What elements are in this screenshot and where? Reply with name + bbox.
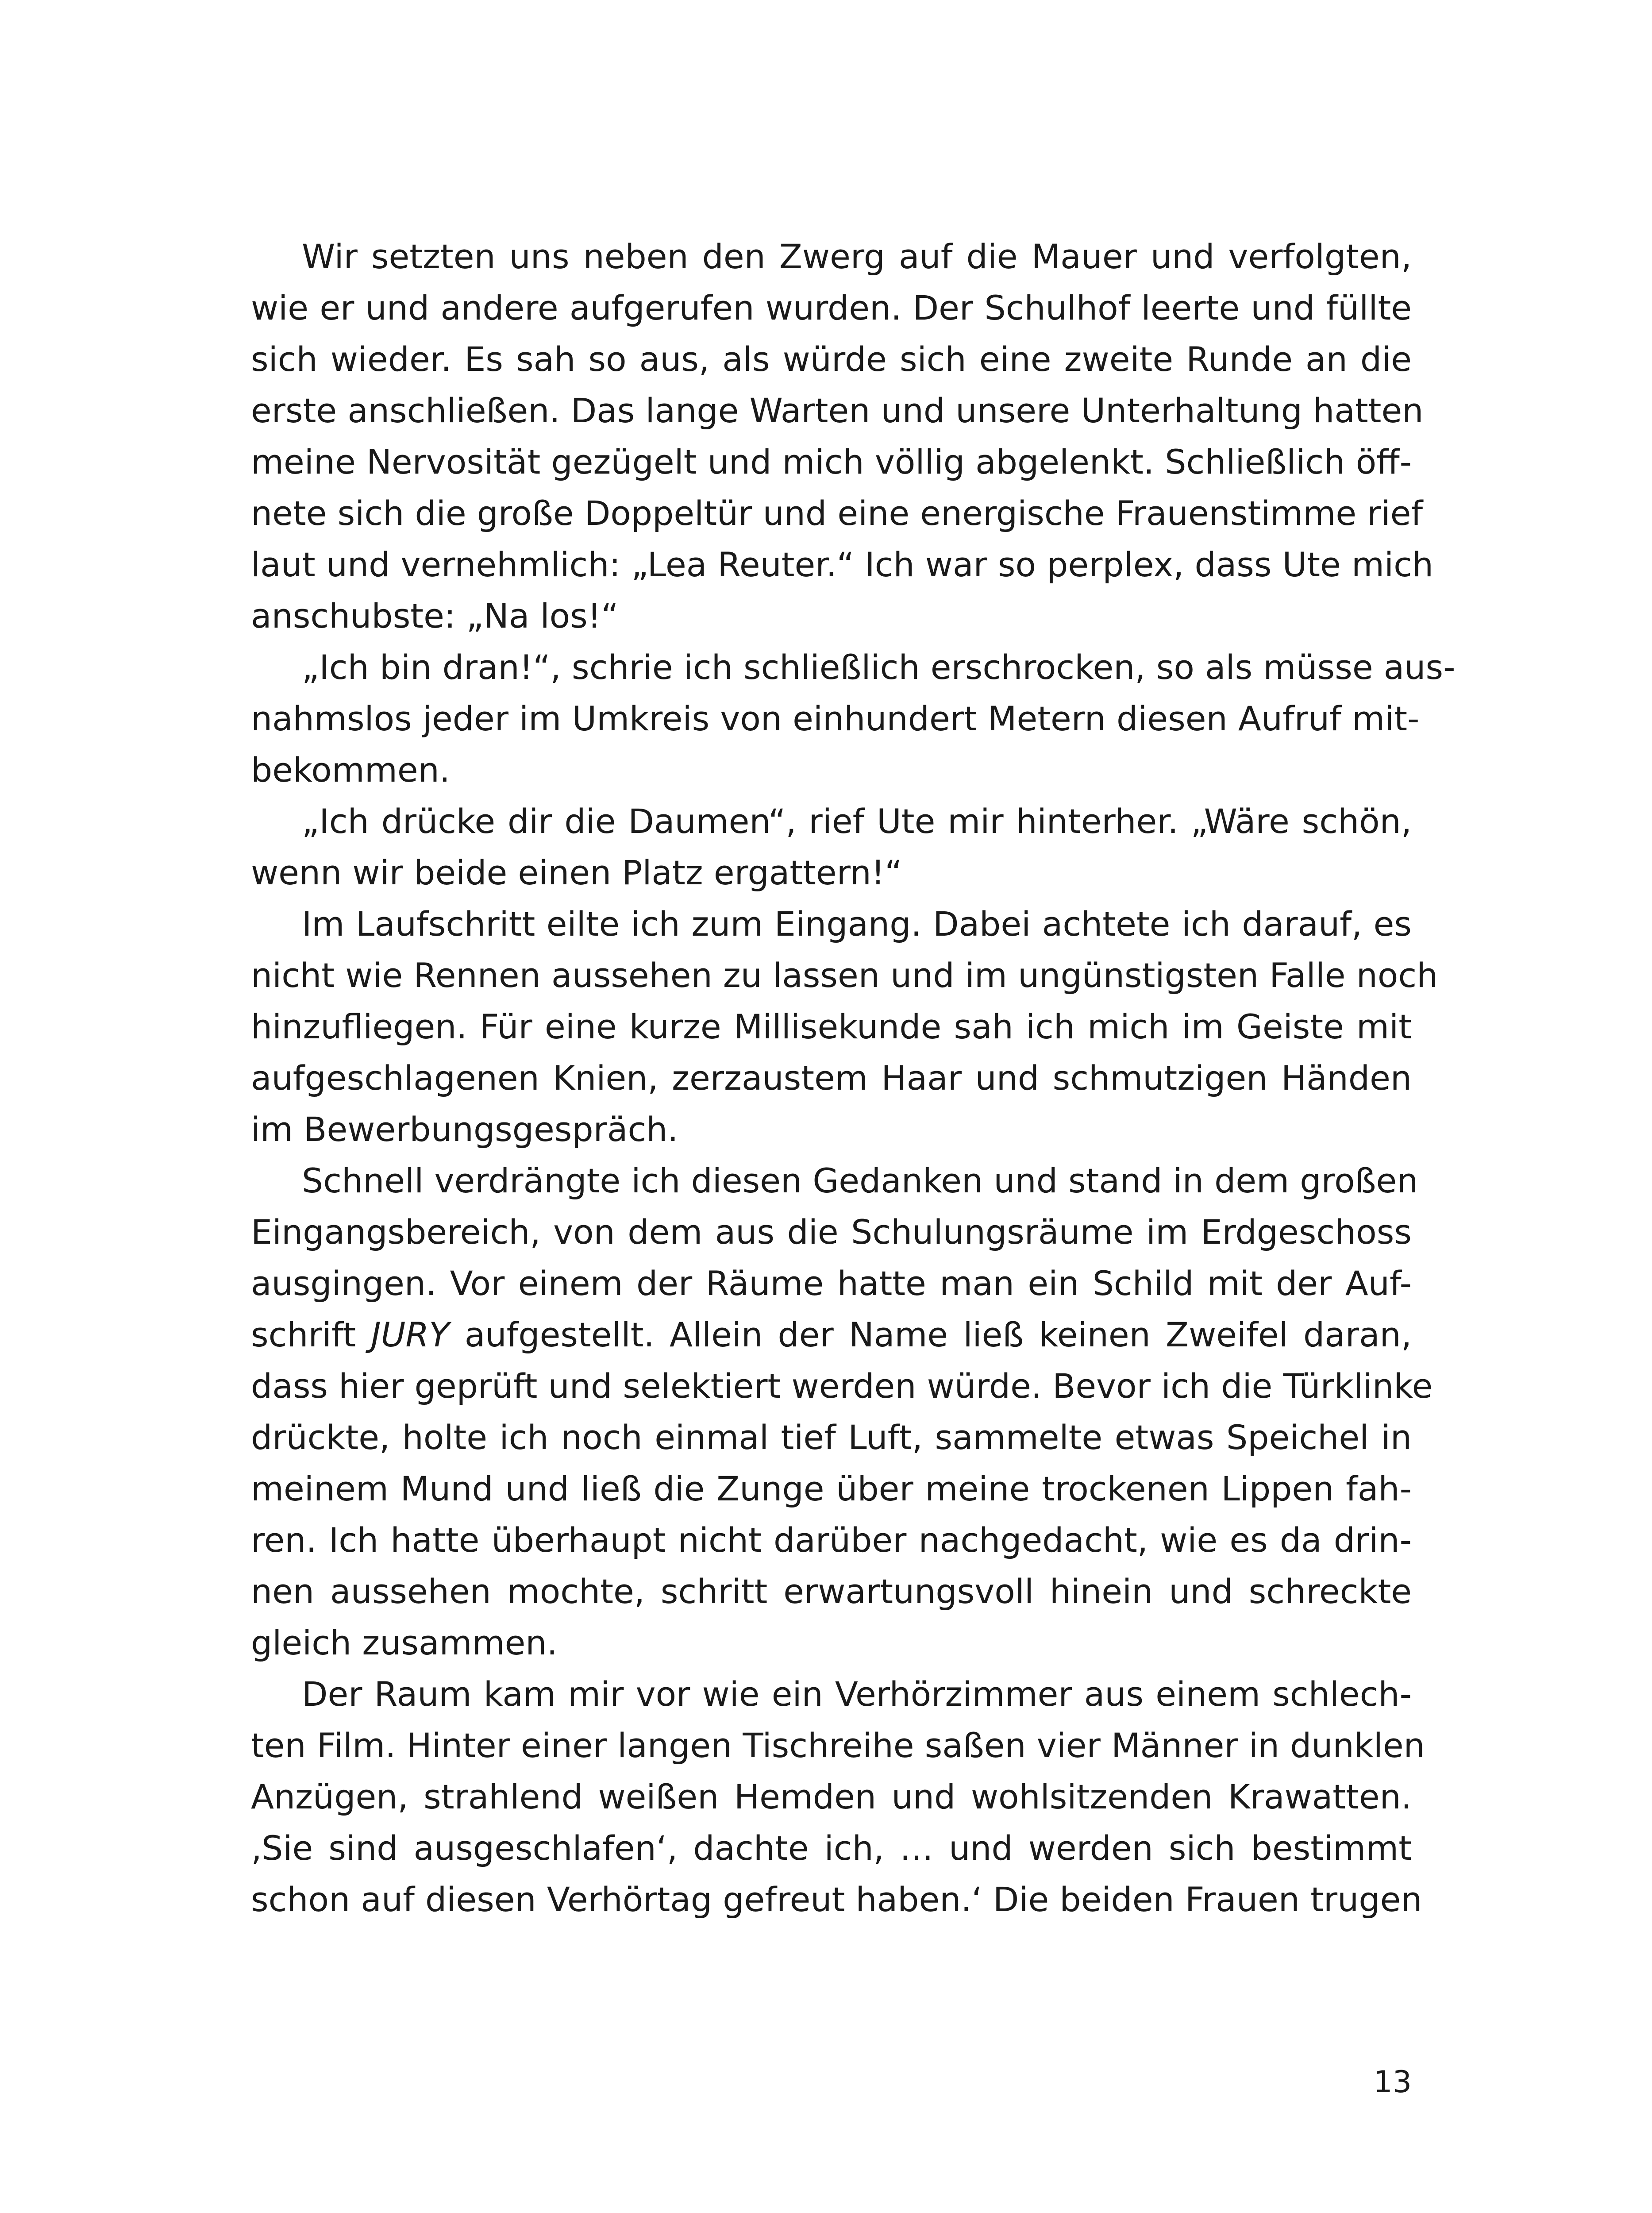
text-line-content: aufgestellt. Allein der Name ließ keinen Zweifel daran,	[449, 1315, 1412, 1354]
text-line	[251, 1720, 1425, 1771]
text-line	[251, 744, 1412, 796]
text-line-content: „Ich bin dran!“, schrie ich schließlich erschrocken, so als müsse aus-	[302, 648, 1456, 687]
text-line-content: wie er und andere aufgerufen wurden. Der Schulhof leerte und füllte	[251, 288, 1412, 328]
text-line	[251, 693, 1420, 744]
text-line	[251, 847, 1412, 898]
text-line	[251, 1515, 1412, 1566]
text-line	[251, 1361, 1433, 1412]
text-line	[251, 539, 1434, 590]
body-text	[251, 231, 1456, 1925]
text-line	[251, 642, 1456, 693]
text-line	[251, 950, 1438, 1001]
text-line-content: Schnell verdrängte ich diesen Gedanken und stand in dem großen	[302, 1161, 1418, 1200]
text-line-content: erste anschließen. Das lange Warten und unsere Unterhaltung hatten	[251, 391, 1424, 430]
text-line	[251, 1669, 1412, 1720]
text-line	[251, 334, 1412, 385]
text-line	[251, 1823, 1412, 1874]
text-line-content: ten Film. Hinter einer langen Tischreihe saßen vier Männer in dunklen	[251, 1726, 1425, 1765]
text-line	[251, 1104, 1412, 1155]
text-line-content: bekommen.	[251, 750, 450, 790]
text-line-content: Der Raum kam mir vor wie ein Verhörzimmer aus einem schlech-	[302, 1674, 1412, 1714]
text-line	[251, 1874, 1422, 1925]
text-line-content: Wir setzten uns neben den Zwerg auf die Mauer und verfolgten,	[302, 237, 1412, 276]
text-line	[251, 1155, 1418, 1207]
text-line	[251, 1617, 1412, 1669]
text-line	[251, 1001, 1412, 1053]
text-line-content: nicht wie Rennen aussehen zu lassen und im ungünstigsten Falle noch	[251, 956, 1438, 995]
text-line-content: anschubste: „Na los!“	[251, 596, 619, 636]
text-line-content: ausgingen. Vor einem der Räume hatte man ein Schild mit der Auf-	[251, 1264, 1412, 1303]
text-line	[251, 231, 1412, 282]
text-line	[251, 1207, 1412, 1258]
text-line-content: gleich zusammen.	[251, 1623, 558, 1662]
text-line	[251, 796, 1412, 847]
text-line-content: schrift	[251, 1315, 371, 1354]
text-line-content: im Bewerbungsgespräch.	[251, 1110, 678, 1149]
text-line	[251, 1258, 1412, 1309]
page-number: 13	[1373, 2065, 1412, 2100]
text-line-content: drückte, holte ich noch einmal tief Luft, sammelte etwas Speichel in	[251, 1418, 1412, 1457]
text-line-content: Im Laufschritt eilte ich zum Eingang. Dabei achtete ich darauf, es	[302, 904, 1412, 944]
text-line	[251, 1566, 1412, 1617]
text-line-content: laut und vernehmlich: „Lea Reuter.“ Ich war so perplex, dass Ute mich	[251, 545, 1434, 584]
text-line-content: wenn wir beide einen Platz ergattern!“	[251, 853, 902, 892]
text-line	[251, 1463, 1412, 1515]
text-line-content: nete sich die große Doppeltür und eine energische Frauenstimme rief	[251, 493, 1423, 533]
text-line-content: ‚Sie sind ausgeschlafen‘, dachte ich, … und werden sich bestimmt	[251, 1828, 1412, 1868]
text-line-content: meinem Mund und ließ die Zunge über meine trockenen Lippen fah-	[251, 1469, 1412, 1508]
text-line	[251, 1053, 1412, 1104]
text-line	[251, 1309, 1412, 1361]
text-line	[251, 898, 1412, 950]
text-line-content: nahmslos jeder im Umkreis von einhundert Metern diesen Aufruf mit-	[251, 699, 1420, 738]
text-line	[251, 488, 1423, 539]
text-line	[251, 436, 1412, 488]
text-line	[251, 590, 1412, 642]
text-line-content: sich wieder. Es sah so aus, als würde sich eine zweite Runde an die	[251, 339, 1412, 379]
text-line	[251, 1412, 1412, 1463]
italic-word: JURY	[371, 1315, 450, 1354]
text-line	[251, 1771, 1412, 1823]
text-line-content: aufgeschlagenen Knien, zerzaustem Haar und schmutzigen Händen	[251, 1058, 1412, 1098]
text-line-content: „Ich drücke dir die Daumen“, rief Ute mir hinterher. „Wäre schön,	[302, 802, 1412, 841]
text-line-content: Anzügen, strahlend weißen Hemden und wohlsitzenden Krawatten.	[251, 1777, 1412, 1816]
text-line	[251, 385, 1424, 436]
text-line	[251, 282, 1412, 334]
text-line-content: hinzufliegen. Für eine kurze Millisekunde sah ich mich im Geiste mit	[251, 1007, 1412, 1046]
text-line-content: nen aussehen mochte, schritt erwartungsvoll hinein und schreckte	[251, 1572, 1412, 1611]
text-line-content: Eingangsbereich, von dem aus die Schulungsräume im Erdgeschoss	[251, 1212, 1412, 1252]
text-line-content: meine Nervosität gezügelt und mich völlig abgelenkt. Schließlich öff-	[251, 442, 1412, 482]
text-line-content: schon auf diesen Verhörtag gefreut haben.‘ Die beiden Frauen trugen	[251, 1880, 1422, 1919]
text-line-content: ren. Ich hatte überhaupt nicht darüber nachgedacht, wie es da drin-	[251, 1520, 1412, 1560]
text-line-content: dass hier geprüft und selektiert werden würde. Bevor ich die Türklinke	[251, 1366, 1433, 1406]
